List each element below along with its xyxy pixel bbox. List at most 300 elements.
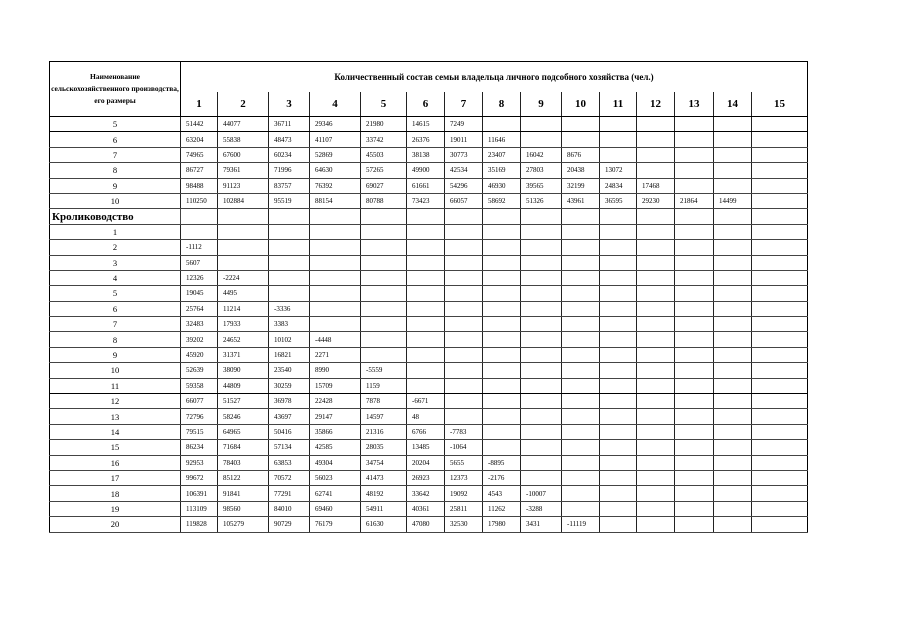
table-cell (675, 147, 714, 162)
table-cell: 35169 (483, 163, 521, 178)
table-cell (269, 286, 310, 301)
table-cell (752, 301, 808, 316)
table-cell (445, 317, 483, 332)
table-cell: 7249 (445, 117, 483, 132)
table-cell (445, 255, 483, 270)
table-cell (714, 178, 752, 193)
table-cell: 5655 (445, 455, 483, 470)
table-cell: 45503 (361, 147, 407, 162)
column-header: 9 (521, 92, 562, 117)
table-cell: 16042 (521, 147, 562, 162)
table-cell (521, 301, 562, 316)
table-cell: 40361 (407, 501, 445, 516)
table-cell: 98560 (218, 501, 269, 516)
table-cell: 106391 (181, 486, 218, 501)
table-cell: 6766 (407, 424, 445, 439)
table-cell: -3288 (521, 501, 562, 516)
table-cell: 61661 (407, 178, 445, 193)
table-cell (218, 224, 269, 239)
table-cell (310, 301, 361, 316)
table-cell (361, 332, 407, 347)
table-cell (181, 209, 218, 224)
table-cell: 74965 (181, 147, 218, 162)
row-label: 4 (50, 270, 181, 285)
row-label: 2 (50, 240, 181, 255)
table-cell (521, 286, 562, 301)
table-cell (675, 394, 714, 409)
table-cell: 33642 (407, 486, 445, 501)
table-cell (714, 486, 752, 501)
table-cell (752, 270, 808, 285)
table-cell: 59358 (181, 378, 218, 393)
table-cell (562, 132, 600, 147)
table-cell: 55838 (218, 132, 269, 147)
table-cell: 48 (407, 409, 445, 424)
column-header: 14 (714, 92, 752, 117)
table-cell (562, 378, 600, 393)
table-cell (714, 363, 752, 378)
table-cell: 3383 (269, 317, 310, 332)
table-cell: 5607 (181, 255, 218, 270)
table-cell (637, 470, 675, 485)
table-cell: 71684 (218, 440, 269, 455)
table-cell: 33742 (361, 132, 407, 147)
table-cell (445, 394, 483, 409)
table-cell (600, 501, 637, 516)
table-cell: 76179 (310, 517, 361, 532)
table-cell (637, 270, 675, 285)
row-label: 9 (50, 347, 181, 362)
table-row (50, 486, 808, 501)
table-row (50, 501, 808, 516)
table-cell (562, 363, 600, 378)
table-cell: 78403 (218, 455, 269, 470)
table-cell (483, 378, 521, 393)
table-cell (714, 424, 752, 439)
table-cell (218, 240, 269, 255)
table-cell (600, 486, 637, 501)
table-cell: 72796 (181, 409, 218, 424)
table-cell (181, 224, 218, 239)
table-cell (752, 132, 808, 147)
table-row (50, 193, 808, 208)
table-cell (752, 394, 808, 409)
table-cell (714, 332, 752, 347)
table-cell (752, 255, 808, 270)
table-cell: 35866 (310, 424, 361, 439)
table-cell: 77291 (269, 486, 310, 501)
table-cell: 27803 (521, 163, 562, 178)
table-cell (714, 455, 752, 470)
table-cell (521, 255, 562, 270)
table-cell: 32199 (562, 178, 600, 193)
table-cell (407, 255, 445, 270)
table-cell (407, 224, 445, 239)
column-header: 15 (752, 92, 808, 117)
table-cell (752, 363, 808, 378)
table-cell: -8895 (483, 455, 521, 470)
table-cell (752, 240, 808, 255)
table-cell (483, 409, 521, 424)
table-cell: 43697 (269, 409, 310, 424)
table-cell (752, 409, 808, 424)
table-cell: -2176 (483, 470, 521, 485)
table-cell (600, 147, 637, 162)
table-cell: 52639 (181, 363, 218, 378)
table-cell (521, 470, 562, 485)
table-cell: 99672 (181, 470, 218, 485)
table-cell (445, 270, 483, 285)
table-cell (714, 470, 752, 485)
column-header: 3 (269, 92, 310, 117)
table-cell (714, 163, 752, 178)
table-cell: 17933 (218, 317, 269, 332)
table-cell (637, 332, 675, 347)
table-cell (675, 163, 714, 178)
table-cell (310, 317, 361, 332)
table-cell (407, 270, 445, 285)
table-cell: 21864 (675, 193, 714, 208)
table-cell: 28035 (361, 440, 407, 455)
table-cell (752, 317, 808, 332)
table-cell (521, 317, 562, 332)
table-cell (752, 378, 808, 393)
table-cell (637, 117, 675, 132)
table-cell (675, 240, 714, 255)
table-cell (675, 209, 714, 224)
table-cell: 22428 (310, 394, 361, 409)
column-header: 11 (600, 92, 637, 117)
table-cell: 25764 (181, 301, 218, 316)
table-row (50, 440, 808, 455)
table-cell (445, 301, 483, 316)
table-cell: 20438 (562, 163, 600, 178)
row-label: 10 (50, 363, 181, 378)
table-cell (483, 332, 521, 347)
table-cell (675, 224, 714, 239)
table-cell: -7783 (445, 424, 483, 439)
table-cell (637, 409, 675, 424)
table-cell: -5559 (361, 363, 407, 378)
row-label: 1 (50, 224, 181, 239)
table-cell: 62741 (310, 486, 361, 501)
table-cell: 79515 (181, 424, 218, 439)
table-cell: 50416 (269, 424, 310, 439)
table-cell (483, 209, 521, 224)
table-cell (675, 378, 714, 393)
row-label: 6 (50, 301, 181, 316)
table-cell (521, 332, 562, 347)
table-cell (562, 470, 600, 485)
table-cell (310, 240, 361, 255)
table-cell (445, 347, 483, 362)
table-cell (361, 347, 407, 362)
table-row (50, 117, 808, 132)
table-cell (483, 394, 521, 409)
table-cell (483, 317, 521, 332)
table-cell (269, 255, 310, 270)
table-cell (675, 301, 714, 316)
table-cell: 76392 (310, 178, 361, 193)
table-cell (562, 117, 600, 132)
row-label: 15 (50, 440, 181, 455)
table-cell (445, 363, 483, 378)
table-cell: 14615 (407, 117, 445, 132)
row-label: 10 (50, 193, 181, 208)
table-cell (521, 409, 562, 424)
table-cell (637, 147, 675, 162)
table-cell: 86234 (181, 440, 218, 455)
table-cell: 44077 (218, 117, 269, 132)
table-cell (600, 332, 637, 347)
table-cell: 79361 (218, 163, 269, 178)
table-cell: 46930 (483, 178, 521, 193)
table-cell (562, 224, 600, 239)
table-cell (562, 209, 600, 224)
table-cell (521, 424, 562, 439)
table-cell (521, 394, 562, 409)
table-row (50, 455, 808, 470)
row-label: 7 (50, 317, 181, 332)
table-cell (600, 224, 637, 239)
table-cell: 92953 (181, 455, 218, 470)
table-cell (714, 286, 752, 301)
table-cell: 91123 (218, 178, 269, 193)
header-title: Количественный состав семьи владельца личного подсобного хозяйства (чел.) (181, 62, 808, 93)
table-cell: 102884 (218, 193, 269, 208)
table-cell: 95519 (269, 193, 310, 208)
table-cell: 49900 (407, 163, 445, 178)
table-cell: 86727 (181, 163, 218, 178)
row-label: 5 (50, 286, 181, 301)
column-header: 7 (445, 92, 483, 117)
table-row (50, 470, 808, 485)
table-row (50, 270, 808, 285)
table-cell (483, 255, 521, 270)
table-cell (600, 209, 637, 224)
table-cell (752, 224, 808, 239)
table-cell (483, 286, 521, 301)
table-cell (562, 332, 600, 347)
table-cell (521, 132, 562, 147)
table-cell: 61630 (361, 517, 407, 532)
table-row (50, 347, 808, 362)
section-title: Кролиководство (50, 209, 181, 224)
table-cell (218, 255, 269, 270)
table-cell (445, 378, 483, 393)
table-cell (361, 270, 407, 285)
table-row (50, 394, 808, 409)
table-cell (637, 163, 675, 178)
table-cell: 66077 (181, 394, 218, 409)
table-cell (752, 347, 808, 362)
table-cell: 69027 (361, 178, 407, 193)
table-cell: 36978 (269, 394, 310, 409)
table-cell: 29147 (310, 409, 361, 424)
table-cell: 10102 (269, 332, 310, 347)
table-cell (675, 455, 714, 470)
table-cell (562, 286, 600, 301)
table-cell (714, 301, 752, 316)
table-cell (637, 347, 675, 362)
table-cell (675, 317, 714, 332)
table-cell (269, 209, 310, 224)
table-cell (483, 270, 521, 285)
table-cell (675, 347, 714, 362)
table-cell (600, 317, 637, 332)
table-cell (407, 332, 445, 347)
table-cell (675, 470, 714, 485)
table-cell (675, 409, 714, 424)
table-cell: 42534 (445, 163, 483, 178)
table-cell (562, 270, 600, 285)
table-cell: 98488 (181, 178, 218, 193)
table-cell: 51442 (181, 117, 218, 132)
table-cell (752, 193, 808, 208)
table-cell (407, 378, 445, 393)
row-label: 17 (50, 470, 181, 485)
table-cell: 32530 (445, 517, 483, 532)
table-cell (521, 378, 562, 393)
table-cell (600, 363, 637, 378)
table-cell (600, 470, 637, 485)
table-cell (637, 486, 675, 501)
column-header: 13 (675, 92, 714, 117)
table-cell: 41107 (310, 132, 361, 147)
table-cell (752, 163, 808, 178)
table-cell (269, 240, 310, 255)
table-cell (562, 317, 600, 332)
row-label: 6 (50, 132, 181, 147)
table-cell: 64630 (310, 163, 361, 178)
column-header: 10 (562, 92, 600, 117)
table-cell (445, 409, 483, 424)
table-cell (637, 286, 675, 301)
table-cell (637, 132, 675, 147)
table-cell: 17468 (637, 178, 675, 193)
table-cell (714, 270, 752, 285)
table-cell (445, 240, 483, 255)
table-cell: 110250 (181, 193, 218, 208)
table-cell: 14499 (714, 193, 752, 208)
table-cell: 84010 (269, 501, 310, 516)
table-cell (714, 240, 752, 255)
table-cell: 43961 (562, 193, 600, 208)
table-cell: 36711 (269, 117, 310, 132)
table-cell: 88154 (310, 193, 361, 208)
column-header: 5 (361, 92, 407, 117)
table-cell (521, 270, 562, 285)
row-label: 16 (50, 455, 181, 470)
table-row (50, 517, 808, 532)
table-cell (521, 117, 562, 132)
table-cell (752, 517, 808, 532)
table-cell: 23407 (483, 147, 521, 162)
table-cell: 32483 (181, 317, 218, 332)
table-cell: 38090 (218, 363, 269, 378)
table-cell (752, 147, 808, 162)
table-cell: 113109 (181, 501, 218, 516)
table-cell (637, 501, 675, 516)
table-cell (361, 255, 407, 270)
table-cell: 51326 (521, 193, 562, 208)
table-cell: 15709 (310, 378, 361, 393)
table-cell: 31371 (218, 347, 269, 362)
table-cell (310, 286, 361, 301)
table-cell: -4448 (310, 332, 361, 347)
table-cell: 119828 (181, 517, 218, 532)
table-cell (562, 424, 600, 439)
table-cell: -10007 (521, 486, 562, 501)
table-cell (637, 255, 675, 270)
table-row (50, 255, 808, 270)
table-cell (714, 409, 752, 424)
table-cell: 7878 (361, 394, 407, 409)
table-cell: 21316 (361, 424, 407, 439)
table-cell (600, 117, 637, 132)
table-cell (600, 394, 637, 409)
table-cell: 83757 (269, 178, 310, 193)
table-cell (675, 486, 714, 501)
table-cell (218, 209, 269, 224)
table-cell (752, 424, 808, 439)
table-cell: 69460 (310, 501, 361, 516)
row-label: 12 (50, 394, 181, 409)
table-cell: 47080 (407, 517, 445, 532)
table-cell (407, 363, 445, 378)
table-cell (483, 440, 521, 455)
table-cell: -1112 (181, 240, 218, 255)
table-cell (752, 117, 808, 132)
table-cell: 52869 (310, 147, 361, 162)
table-cell (521, 209, 562, 224)
table-cell: -1064 (445, 440, 483, 455)
table-cell (714, 147, 752, 162)
table-cell (675, 255, 714, 270)
table-cell (714, 317, 752, 332)
table-cell (637, 440, 675, 455)
table-cell (600, 347, 637, 362)
table-cell (752, 455, 808, 470)
row-label: 13 (50, 409, 181, 424)
table-cell (269, 224, 310, 239)
table-cell: 29346 (310, 117, 361, 132)
table-cell (675, 501, 714, 516)
column-header: 8 (483, 92, 521, 117)
table-cell: 60234 (269, 147, 310, 162)
table-cell: 11646 (483, 132, 521, 147)
table-cell: 64965 (218, 424, 269, 439)
table-cell (675, 517, 714, 532)
table-cell (600, 270, 637, 285)
row-label: 20 (50, 517, 181, 532)
data-table (49, 61, 808, 533)
table-cell (675, 132, 714, 147)
table-cell: 12326 (181, 270, 218, 285)
table-cell (600, 455, 637, 470)
row-label: 8 (50, 332, 181, 347)
table-cell (675, 440, 714, 455)
table-cell (445, 332, 483, 347)
table-cell (714, 378, 752, 393)
table-cell: 54296 (445, 178, 483, 193)
table-cell (521, 347, 562, 362)
table-cell: 20204 (407, 455, 445, 470)
table-row (50, 147, 808, 162)
table-cell (675, 332, 714, 347)
table-cell (361, 224, 407, 239)
table-cell (637, 240, 675, 255)
